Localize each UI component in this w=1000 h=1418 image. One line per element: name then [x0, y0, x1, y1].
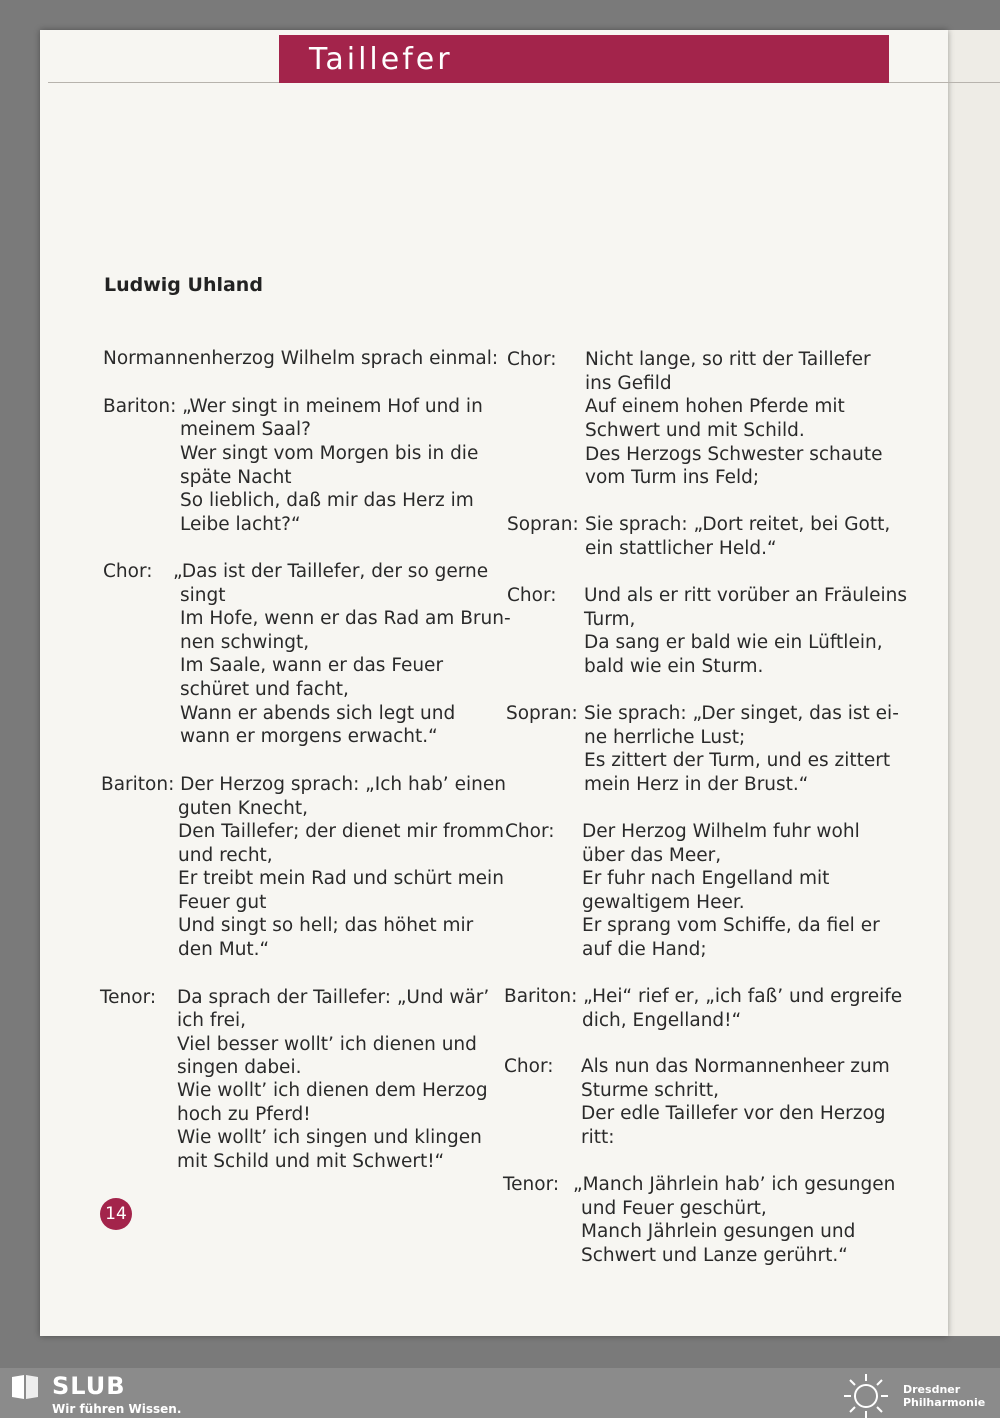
sunburst-logo-icon — [842, 1372, 890, 1418]
right-line: Sie sprach: „Dort reitet, bei Gott, — [585, 514, 891, 535]
left-line: und recht, — [178, 845, 273, 866]
right-line: und Feuer geschürt, — [581, 1198, 767, 1219]
speaker-label: Chor: — [507, 585, 557, 606]
speaker-label: Chor: — [507, 349, 557, 370]
adjacent-page-edge — [948, 30, 1000, 1336]
left-line: wann er morgens erwacht.“ — [180, 726, 438, 747]
page-title: Taillefer — [309, 42, 453, 77]
right-line: auf die Hand; — [582, 939, 707, 960]
left-line: mit Schild und mit Schwert!“ — [177, 1151, 445, 1172]
left-line: „Das ist der Taillefer, der so gerne — [173, 561, 489, 582]
right-line: Manch Jährlein gesungen und — [581, 1221, 856, 1242]
speaker-label: Tenor: — [503, 1174, 560, 1195]
left-line: Im Hofe, wenn er das Rad am Brun- — [180, 608, 511, 629]
right-line: gewaltigem Heer. — [582, 892, 745, 913]
speaker-label: Chor: — [505, 821, 555, 842]
right-line: ein stattlicher Held.“ — [585, 538, 777, 559]
speaker-label: Sopran: — [506, 703, 578, 724]
right-line: Schwert und Lanze gerührt.“ — [581, 1245, 848, 1266]
right-line: Als nun das Normannenheer zum — [581, 1056, 890, 1077]
left-line: Wer singt vom Morgen bis in die — [180, 443, 479, 464]
speaker-label: Chor: — [103, 561, 153, 582]
left-line: Viel besser wollt’ ich dienen und — [177, 1034, 477, 1055]
right-line: Schwert und mit Schild. — [585, 420, 805, 441]
right-line: Sie sprach: „Der singet, das ist ei- — [584, 703, 899, 724]
right-line: Nicht lange, so ritt der Taillefer — [585, 349, 871, 370]
left-line: hoch zu Pferd! — [177, 1104, 311, 1125]
left-line: schüret und facht, — [180, 679, 349, 700]
left-line: Im Saale, wann er das Feuer — [180, 655, 444, 676]
left-line: Er treibt mein Rad und schürt mein — [178, 868, 504, 889]
right-line: Bariton: „Hei“ rief er, „ich faß’ und ergreife — [504, 986, 903, 1007]
left-line: singt — [180, 585, 226, 606]
right-line: Turm, — [584, 609, 636, 630]
left-line: nen schwingt, — [180, 632, 310, 653]
left-line: Da sprach der Taillefer: „Und wär’ — [177, 987, 490, 1008]
left-line: singen dabei. — [177, 1057, 302, 1078]
left-line: Feuer gut — [178, 892, 267, 913]
left-line: Leibe lacht?“ — [180, 514, 301, 535]
right-line: „Manch Jährlein hab’ ich gesungen — [573, 1174, 896, 1195]
right-line: Es zittert der Turm, und es zittert — [584, 750, 891, 771]
right-line: Er sprang vom Schiffe, da fiel er — [582, 915, 880, 936]
right-line: dich, Engelland!“ — [582, 1010, 742, 1031]
right-line: ins Gefild — [585, 373, 672, 394]
right-line: mein Herz in der Brust.“ — [584, 774, 809, 795]
left-line: Und singt so hell; das höhet mir — [178, 915, 474, 936]
left-line: Den Taillefer; der dienet mir fromm — [178, 821, 505, 842]
right-line: Der edle Taillefer vor den Herzog — [581, 1103, 886, 1124]
left-line: Bariton: „Wer singt in meinem Hof und in — [103, 396, 483, 417]
left-line: Wann er abends sich legt und — [180, 703, 456, 724]
right-line: Er fuhr nach Engelland mit — [582, 868, 830, 889]
right-line: vom Turm ins Feld; — [585, 467, 760, 488]
right-line: bald wie ein Sturm. — [584, 656, 764, 677]
title-banner — [279, 35, 889, 83]
book-icon — [10, 1373, 40, 1401]
left-line: den Mut.“ — [178, 939, 270, 960]
right-line: Sturme schritt, — [581, 1080, 719, 1101]
left-line: meinem Saal? — [180, 419, 311, 440]
speaker-label: Chor: — [504, 1056, 554, 1077]
page-number-badge: 14 — [100, 1198, 132, 1230]
left-line: guten Knecht, — [178, 798, 308, 819]
right-line: ritt: — [581, 1127, 615, 1148]
speaker-label: Tenor: — [100, 987, 157, 1008]
left-line: Bariton: Der Herzog sprach: „Ich hab’ einen — [101, 774, 506, 795]
left-line: Wie wollt’ ich singen und klingen — [177, 1127, 482, 1148]
left-line: späte Nacht — [180, 467, 292, 488]
author-name: Ludwig Uhland — [104, 274, 263, 296]
right-line: über das Meer, — [582, 845, 722, 866]
partner-name-line1: Dresdner — [903, 1383, 961, 1396]
left-line: ich frei, — [177, 1010, 247, 1031]
right-line: Da sang er bald wie ein Lüftlein, — [584, 632, 883, 653]
right-line: ne herrliche Lust; — [584, 727, 746, 748]
left-line: So lieblich, daß mir das Herz im — [180, 490, 474, 511]
right-line: Und als er ritt vorüber an Fräuleins — [584, 585, 908, 606]
speaker-label: Sopran: — [507, 514, 579, 535]
right-line: Des Herzogs Schwester schaute — [585, 444, 883, 465]
right-line: Der Herzog Wilhelm fuhr wohl — [582, 821, 860, 842]
partner-name-line2: Philharmonie — [903, 1396, 986, 1409]
left-line: Wie wollt’ ich dienen dem Herzog — [177, 1080, 488, 1101]
right-line: Auf einem hohen Pferde mit — [585, 396, 845, 417]
library-name: SLUB — [52, 1372, 126, 1400]
library-tagline: Wir führen Wissen. — [52, 1402, 182, 1416]
left-line: Normannenherzog Wilhelm sprach einmal: — [103, 348, 499, 369]
